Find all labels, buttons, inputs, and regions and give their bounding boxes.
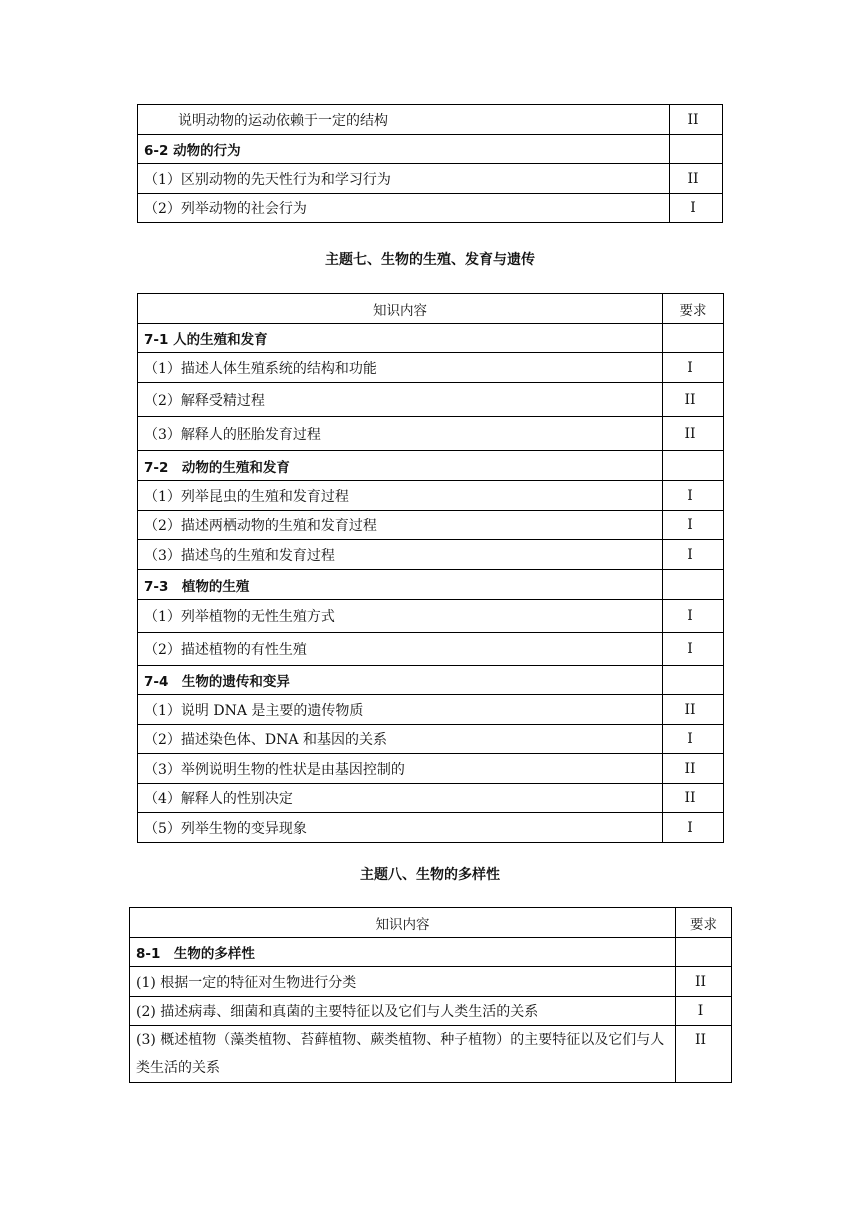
- content-cell: (1) 根据一定的特征对生物进行分类: [130, 967, 676, 997]
- table-header: [130, 908, 732, 938]
- content-cell: （1）描述人体生殖系统的结构和功能: [138, 353, 663, 383]
- section-cell: 7-4 生物的遗传和变异: [138, 666, 663, 695]
- content-cell: （3）举例说明生物的性状是由基因控制的: [138, 754, 663, 784]
- section-cell: 7-3 植物的生殖: [138, 570, 663, 600]
- table-row: [138, 600, 724, 633]
- table-row: [138, 633, 724, 666]
- section7-title: 主题七、生物的生殖、发育与遗传: [325, 252, 535, 268]
- table-row: [138, 135, 723, 164]
- level-cell: [663, 324, 724, 353]
- table-row: [130, 967, 732, 997]
- section8-title: 主题八、生物的多样性: [360, 867, 500, 883]
- content-cell: （1）列举植物的无性生殖方式: [138, 600, 663, 633]
- table-row: [138, 353, 724, 383]
- table-row: [138, 813, 724, 843]
- level-cell: [663, 451, 724, 481]
- content-cell: （5）列举生物的变异现象: [138, 813, 663, 843]
- level-cell: [676, 938, 732, 967]
- level-cell: II: [663, 784, 724, 813]
- level-cell: I: [663, 353, 724, 383]
- level-cell: II: [670, 164, 723, 194]
- content-cell: （2）描述植物的有性生殖: [138, 633, 663, 666]
- content-cell: (2) 描述病毒、细菌和真菌的主要特征以及它们与人类生活的关系: [130, 997, 676, 1026]
- table-row: [138, 695, 724, 725]
- table-animal-behavior: [137, 104, 723, 223]
- content-cell: （1）区别动物的先天性行为和学习行为: [138, 164, 670, 194]
- level-cell: I: [663, 725, 724, 754]
- level-cell: I: [663, 540, 724, 570]
- content-cell: （2）描述染色体、DNA 和基因的关系: [138, 725, 663, 754]
- level-cell: II: [663, 417, 724, 451]
- table-row: [138, 324, 724, 353]
- content-cell: （3）描述鸟的生殖和发育过程: [138, 540, 663, 570]
- table-row: [138, 725, 724, 754]
- level-cell: [663, 666, 724, 695]
- table-row: [130, 1026, 732, 1083]
- header-level: 要求: [663, 294, 724, 324]
- section-cell: 6-2 动物的行为: [138, 135, 670, 164]
- level-cell: II: [670, 105, 723, 135]
- level-cell: I: [663, 813, 724, 843]
- level-cell: I: [663, 633, 724, 666]
- content-cell: （4）解释人的性别决定: [138, 784, 663, 813]
- level-cell: II: [676, 967, 732, 997]
- table-reproduction: [137, 293, 724, 843]
- header-content: 知识内容: [138, 294, 663, 324]
- content-cell: （2）描述两栖动物的生殖和发育过程: [138, 511, 663, 540]
- table-row: [138, 451, 724, 481]
- table-row: [130, 938, 732, 967]
- level-cell: II: [663, 695, 724, 725]
- section-cell: 7-1 人的生殖和发育: [138, 324, 663, 353]
- section-cell: 8-1 生物的多样性: [130, 938, 676, 967]
- table-row: [130, 997, 732, 1026]
- level-cell: I: [676, 997, 732, 1026]
- content-cell: （1）列举昆虫的生殖和发育过程: [138, 481, 663, 511]
- level-cell: [663, 570, 724, 600]
- table-header: [138, 294, 724, 324]
- table-row: [138, 417, 724, 451]
- header-level: 要求: [676, 908, 732, 938]
- table-row: [138, 540, 724, 570]
- level-cell: I: [663, 600, 724, 633]
- table-row: [138, 383, 724, 417]
- level-cell: II: [663, 383, 724, 417]
- table-row: [138, 570, 724, 600]
- level-cell: I: [663, 481, 724, 511]
- header-content: 知识内容: [130, 908, 676, 938]
- table-diversity: [129, 907, 732, 1083]
- level-cell: I: [670, 194, 723, 223]
- level-cell: I: [663, 511, 724, 540]
- content-cell: （1）说明 DNA 是主要的遗传物质: [138, 695, 663, 725]
- section-cell: 7-2 动物的生殖和发育: [138, 451, 663, 481]
- content-cell: 说明动物的运动依赖于一定的结构: [138, 105, 670, 135]
- level-cell: [670, 135, 723, 164]
- level-cell: II: [676, 1026, 732, 1083]
- content-cell: （2）列举动物的社会行为: [138, 194, 670, 223]
- table-row: [138, 666, 724, 695]
- table-row: [138, 511, 724, 540]
- table-row: [138, 164, 723, 194]
- content-cell: （3）解释人的胚胎发育过程: [138, 417, 663, 451]
- content-cell: (3) 概述植物（藻类植物、苔藓植物、蕨类植物、种子植物）的主要特征以及它们与人类生活的关系: [130, 1026, 676, 1083]
- table-row: [138, 194, 723, 223]
- table-row: [138, 481, 724, 511]
- level-cell: II: [663, 754, 724, 784]
- content-cell: （2）解释受精过程: [138, 383, 663, 417]
- table-row: [138, 754, 724, 784]
- table-row: [138, 784, 724, 813]
- table-row: [138, 105, 723, 135]
